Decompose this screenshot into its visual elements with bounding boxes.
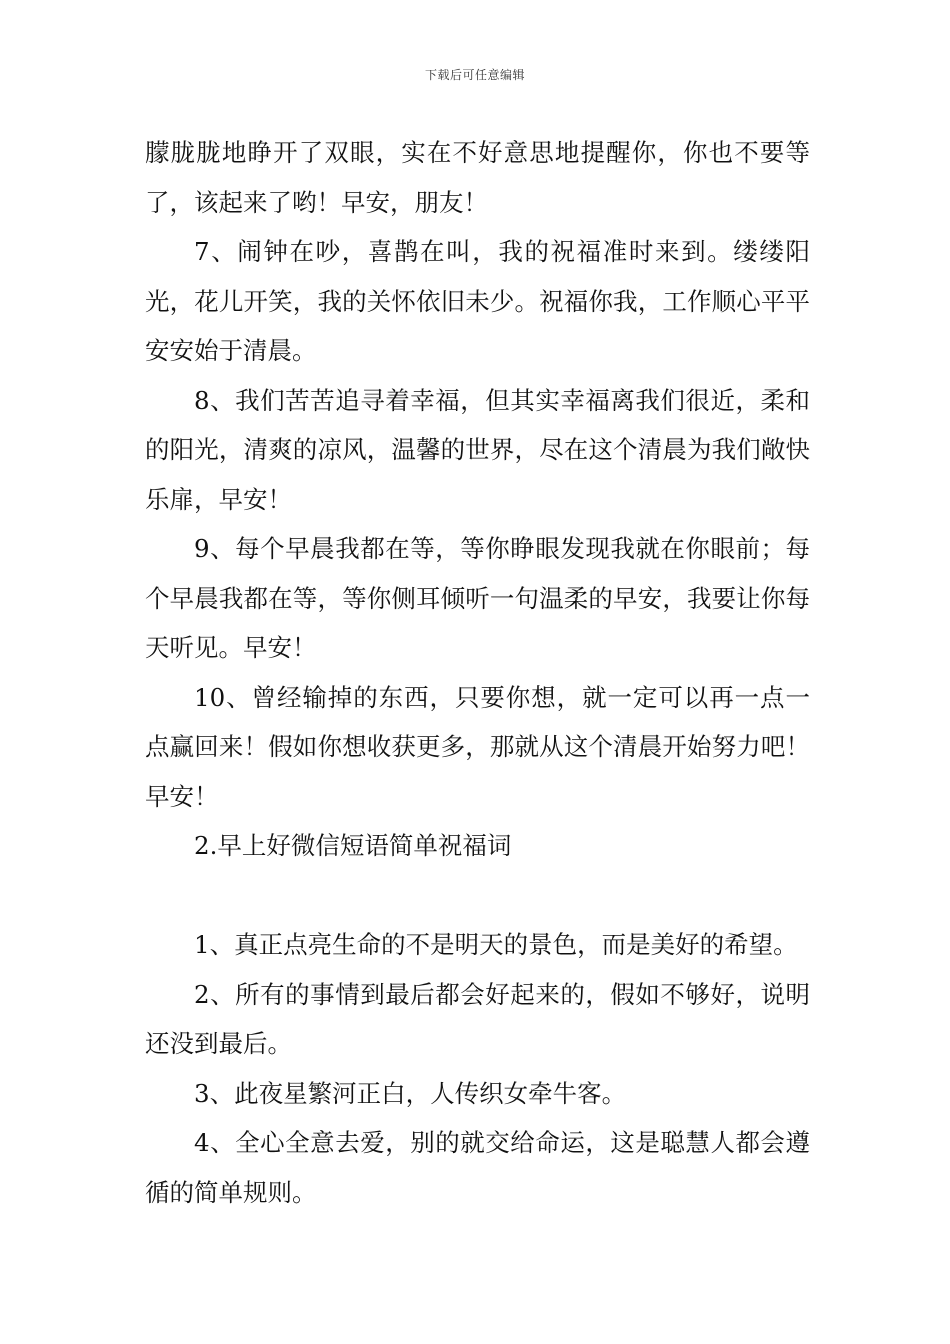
paragraph-item-8: 8、我们苦苦追寻着幸福，但其实幸福离我们很近，柔和的阳光，清爽的凉风，温馨的世界，尽在这个清晨为我们敞快乐扉，早安！ (145, 385, 810, 514)
list-item-4: 4、全心全意去爱，别的就交给命运，这是聪慧人都会遵循的简单规则。 (145, 1128, 810, 1207)
list-item-1: 1、真正点亮生命的不是明天的景色，而是美好的希望。 (194, 930, 798, 959)
blank-line (145, 871, 810, 921)
list-item-2: 2、所有的事情到最后都会好起来的，假如不够好，说明还没到最后。 (145, 979, 810, 1058)
page-header: 下载后可任意编辑 (424, 68, 525, 82)
paragraph-continued: 朦胧胧地睁开了双眼，实在不好意思地提醒你，你也不要等了，该起来了哟！早安，朋友！ (145, 138, 810, 217)
list-item-3: 3、此夜星繁河正白，人传织女牵牛客。 (194, 1078, 627, 1108)
paragraph-item-10: 10、曾经输掉的东西，只要你想，就一定可以再一点一点赢回来！假如你想收获更多，那就从这个清晨开始努力吧！早安！ (145, 682, 810, 811)
paragraph-item-7: 7、闹钟在吵，喜鹊在叫，我的祝福准时来到。缕缕阳光，花儿开笑，我的关怀依旧未少。祝福你我，工作顺心平平安安始于清晨。 (145, 237, 810, 365)
paragraph-item-9: 9、每个早晨我都在等，等你睁眼发现我就在你眼前；每个早晨我都在等，等你侧耳倾听一句温柔的早安，我要让你每天听见。早安！ (145, 534, 810, 662)
document-body (145, 128, 810, 1217)
section-title: 2.早上好微信短语简单祝福词 (194, 831, 512, 860)
